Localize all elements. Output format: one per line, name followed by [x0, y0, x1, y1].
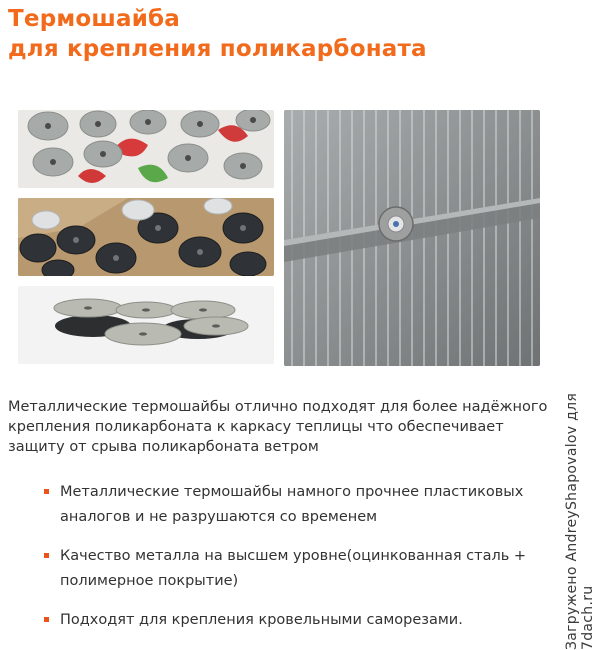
watermark-text: Загружено AndreyShapovalov для 7dach.ru [564, 392, 596, 650]
list-item [44, 544, 544, 594]
photo-washers-in-box [18, 198, 274, 276]
photo-washers-on-tablecloth [18, 110, 274, 188]
list-item-text: Качество металла на высшем уровне(оцинкованная сталь + полимерное покрытие) [60, 548, 527, 589]
bullet-square-icon [44, 553, 49, 558]
photo-washer-on-polycarbonate [284, 110, 540, 366]
intro-text: Металлические термошайбы отлично подходят для более надёжного крепления поликарбоната к каркасу теплицы что обеспечивает защиту от срыва поликарбоната ветром [8, 399, 548, 455]
feature-list [44, 480, 544, 647]
title-line-1: Термошайба [8, 6, 180, 32]
page-title [8, 4, 427, 64]
list-item-text: Подходят для крепления кровельными саморезами. [60, 612, 463, 628]
list-item [44, 608, 544, 633]
photo-washers-on-white [18, 286, 274, 364]
list-item [44, 480, 544, 530]
list-item-text: Металлические термошайбы намного прочнее пластиковых аналогов и не разрушаются со временем [60, 484, 524, 525]
title-line-2: для крепления поликарбоната [8, 36, 427, 62]
bullet-square-icon [44, 489, 49, 494]
bullet-square-icon [44, 617, 49, 622]
